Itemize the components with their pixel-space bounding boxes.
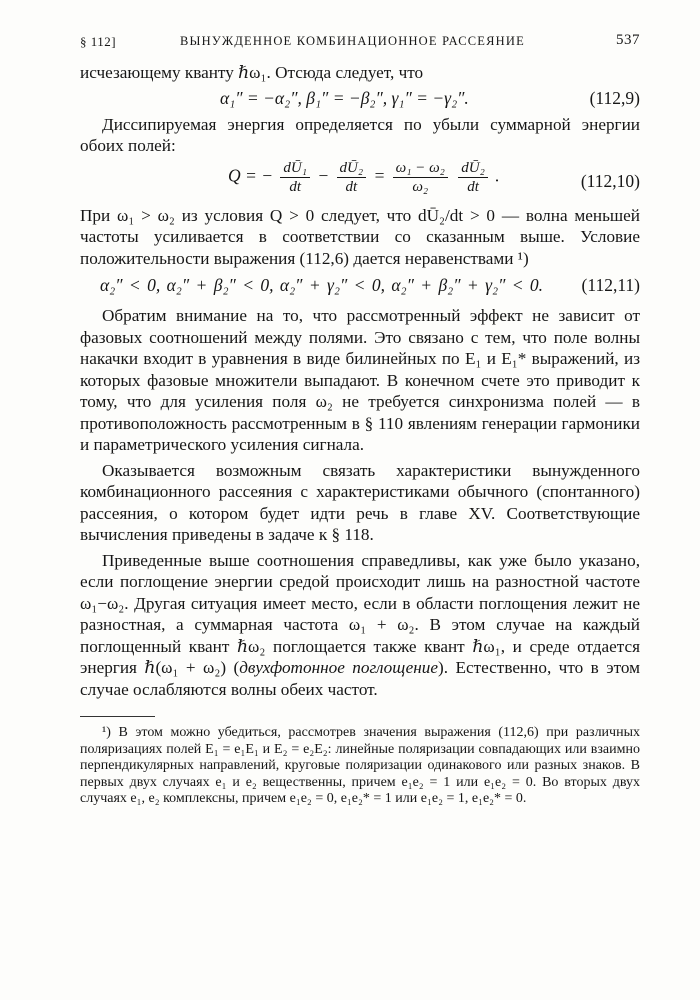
- fraction-numerator: dŪ₂: [337, 159, 367, 178]
- equation-112-10-label: (112,10): [580, 170, 640, 191]
- running-title: ВЫНУЖДЕННОЕ КОМБИНАЦИОННОЕ РАССЕЯНИЕ: [180, 34, 525, 48]
- page-number: 537: [616, 32, 640, 48]
- fraction-dU2-dt: [337, 159, 367, 196]
- paragraph-condition: При ω₁ > ω₂ из условия Q > 0 следует, что dŪ₂/dt > 0 — волна меньшей частоты усиливается в соответствии со сказанным выше. Условие положительности выражения (112,6) дается неравенствами ¹): [80, 205, 640, 268]
- equation-112-10: [80, 157, 640, 205]
- fraction-numerator: dŪ₁: [280, 159, 310, 178]
- fraction-dU2-dt-2: [458, 159, 488, 196]
- running-header: [80, 32, 640, 54]
- equation-112-11-formula: α₂″ < 0, α₂″ + β₂″ < 0, α₂″ + γ₂″ < 0, α₂″ + β₂″ + γ₂″ < 0.: [100, 275, 544, 295]
- fraction-numerator: ω₁ − ω₂: [393, 159, 448, 178]
- paragraph-absorption: [80, 550, 640, 701]
- footnote-rule: [80, 716, 155, 717]
- paragraph-dissipated-energy: Диссипируемая энергия определяется по убыли суммарной энергии обоих полей:: [80, 114, 640, 155]
- equation-112-9-formula: α₁″ = −α₂″, β₁″ = −β₂″, γ₁″ = −γ₂″.: [220, 87, 469, 108]
- fraction-denominator: dt: [345, 178, 358, 195]
- equation-112-9-label: (112,9): [589, 87, 640, 108]
- fraction-denominator: dt: [467, 178, 479, 195]
- equation-112-9: [80, 84, 640, 114]
- absorption-term-italic: двухфотонное поглощение: [239, 658, 439, 677]
- intro-line: исчезающему кванту ℏω₁. Отсюда следует, что: [80, 63, 424, 82]
- section-reference: § 112]: [80, 34, 117, 49]
- footnote: ¹) В этом можно убедиться, рассмотрев значения выражения (112,6) при различных поляризациях полей E₁ = e₁E₁ и E₂ = e₂E₂: линейные поляризации совпадающих или взаимно перпендикулярных направлений, круговые поляризации одинакового или разных знаков. В первых двух случаях e₁ и e₂ вещественны, причем e₁e₂ = 1 или e₁e₂ = 0. Во вторых двух случаях e₁, e₂ комплексны, причем e₁e₂ = 0, e₁e₂* = 1 или e₁e₂ = 1, e₁e₂* = 0.: [80, 725, 640, 806]
- eq-end: .: [495, 165, 500, 186]
- fraction-denominator: ω₂: [412, 178, 429, 195]
- fraction-denominator: dt: [289, 178, 301, 195]
- fraction-omega-ratio: [393, 159, 448, 196]
- absorption-text-a: Приведенные выше соотношения справедливы, как уже было указано, если поглощение энергии средой происходит лишь на разностной частоте ω₁−ω₂. Другая ситуация имеет место, если в области поглощения лежит не разностная, а суммарная частота ω₁ + ω₂. В этом случае на каждый поглощенный квант ℏω₂ поглощается также квант ℏω₁, и среде отдается энергия ℏ(ω₁ + ω₂) (: [80, 550, 640, 677]
- main-text: [80, 62, 640, 700]
- absorption-text-b: ). Естественно, что в этом случае ослабляются волны обеих частот.: [80, 658, 640, 699]
- paragraph-relation: Оказывается возможным связать характеристики вынужденного комбинационного рассеяния с характеристиками обычного (спонтанного) рассеяния, о котором будет идти речь в главе XV. Соответствующие вычисления приведены в задаче к § 118.: [80, 460, 640, 544]
- eq-lhs: Q = −: [228, 165, 274, 186]
- paragraph-phase: Обратим внимание на то, что рассмотренный эффект не зависит от фазовых соотношений между полями. Это связано с тем, что поле волны накачки входит в уравнения в виде билинейных по E₁ и E₁* выражений, из которых фазовые множители выпадают. В конечном счете это приводит к тому, что для усиления поля ω₂ не требуется синхронизма полей — в противоположность рассмотренным в § 110 явлениям генерации гармоники и параметрического усиления сигнала.: [80, 306, 640, 454]
- fraction-dU1-dt: [280, 159, 310, 196]
- book-page: [80, 32, 640, 808]
- equation-112-11-label: (112,11): [581, 275, 640, 295]
- equation-112-10-formula: [228, 159, 500, 196]
- equation-112-11: [80, 269, 640, 301]
- eq-equals: =: [373, 165, 386, 186]
- fraction-numerator: dŪ₂: [458, 159, 488, 178]
- eq-minus: −: [317, 165, 330, 186]
